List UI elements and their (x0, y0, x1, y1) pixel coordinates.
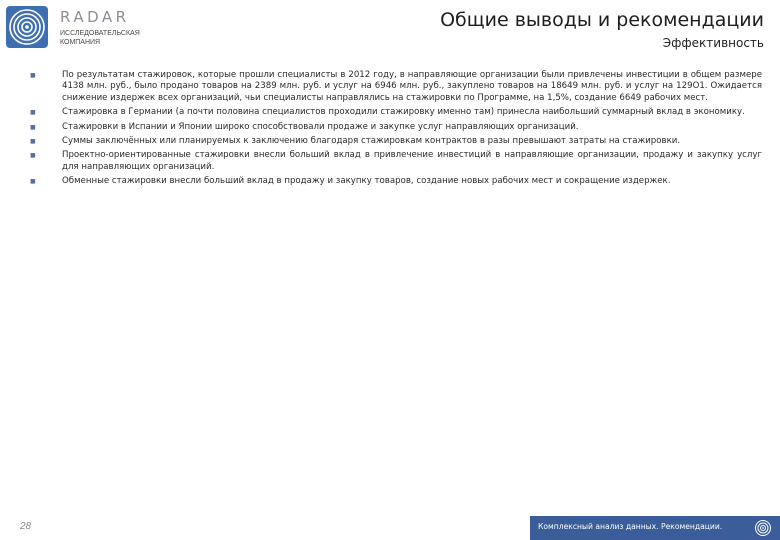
list-item (30, 122, 762, 133)
list-item (30, 150, 762, 173)
bullet-square-icon: ■ (30, 178, 36, 186)
brand-name: RADAR (60, 8, 130, 26)
page-subtitle: Эффективность (662, 36, 764, 50)
page-number: 28 (20, 521, 32, 532)
list-item (30, 70, 762, 104)
footer-text: Комплексный анализ данных. Рекомендации. (538, 522, 723, 531)
list-item (30, 176, 762, 187)
radar-logo-icon (6, 6, 48, 48)
bullet-square-icon: ■ (30, 123, 36, 131)
bullet-text: Проектно-ориентированные стажировки внесли больший вклад в привлечение инвестиций в направляющие организации, продажу и закупку услуг для направляющих организаций. (62, 150, 762, 172)
footer-bar (530, 516, 780, 540)
bullet-square-icon: ■ (30, 152, 36, 160)
bullet-text: Стажировка в Германии (а почти половина специалистов проходили стажировку именно там) принесла наибольший суммарный вклад в экономику. (62, 107, 745, 118)
bullet-text: По результатам стажировок, которые прошли специалисты в 2012 году, в направляющие организации были привлечены инвестиции в общем размере 4138 млн. руб., было продано товаров на 2389 млн. руб. и услуг на 6946 млн. руб., закуплено товаров на 18649 млн. руб. и услуг на 129О1. Ожидается снижение издержек всех организаций, чьи специалисты направлялись на стажировки по Программе, на 1,5%, создание 6649 рабочих мест. (62, 70, 762, 103)
bullet-text: Стажировки в Испании и Японии широко способствовали продаже и закупке услуг направляющих организаций. (62, 121, 579, 132)
bullet-square-icon: ■ (30, 109, 36, 117)
bullet-square-icon: ■ (30, 72, 36, 79)
bullet-text: Обменные стажировки внесли больший вклад в продажу и закупку товаров, создание новых рабочих мест и сокращение издержек. (62, 176, 671, 187)
brand-subtitle: ИССЛЕДОВАТЕЛЬСКАЯ КОМПАНИЯ (60, 30, 140, 46)
bullet-text: Суммы заключённых или планируемых к заключению благодаря стажировкам контрактов в разы превышают затраты на стажировки. (62, 136, 681, 147)
list-item (30, 107, 762, 118)
radar-footer-logo-icon (754, 519, 772, 537)
list-item (30, 136, 762, 147)
bullet-list (30, 70, 762, 191)
page-title: Общие выводы и рекомендации (440, 9, 764, 31)
bullet-square-icon: ■ (30, 138, 36, 146)
